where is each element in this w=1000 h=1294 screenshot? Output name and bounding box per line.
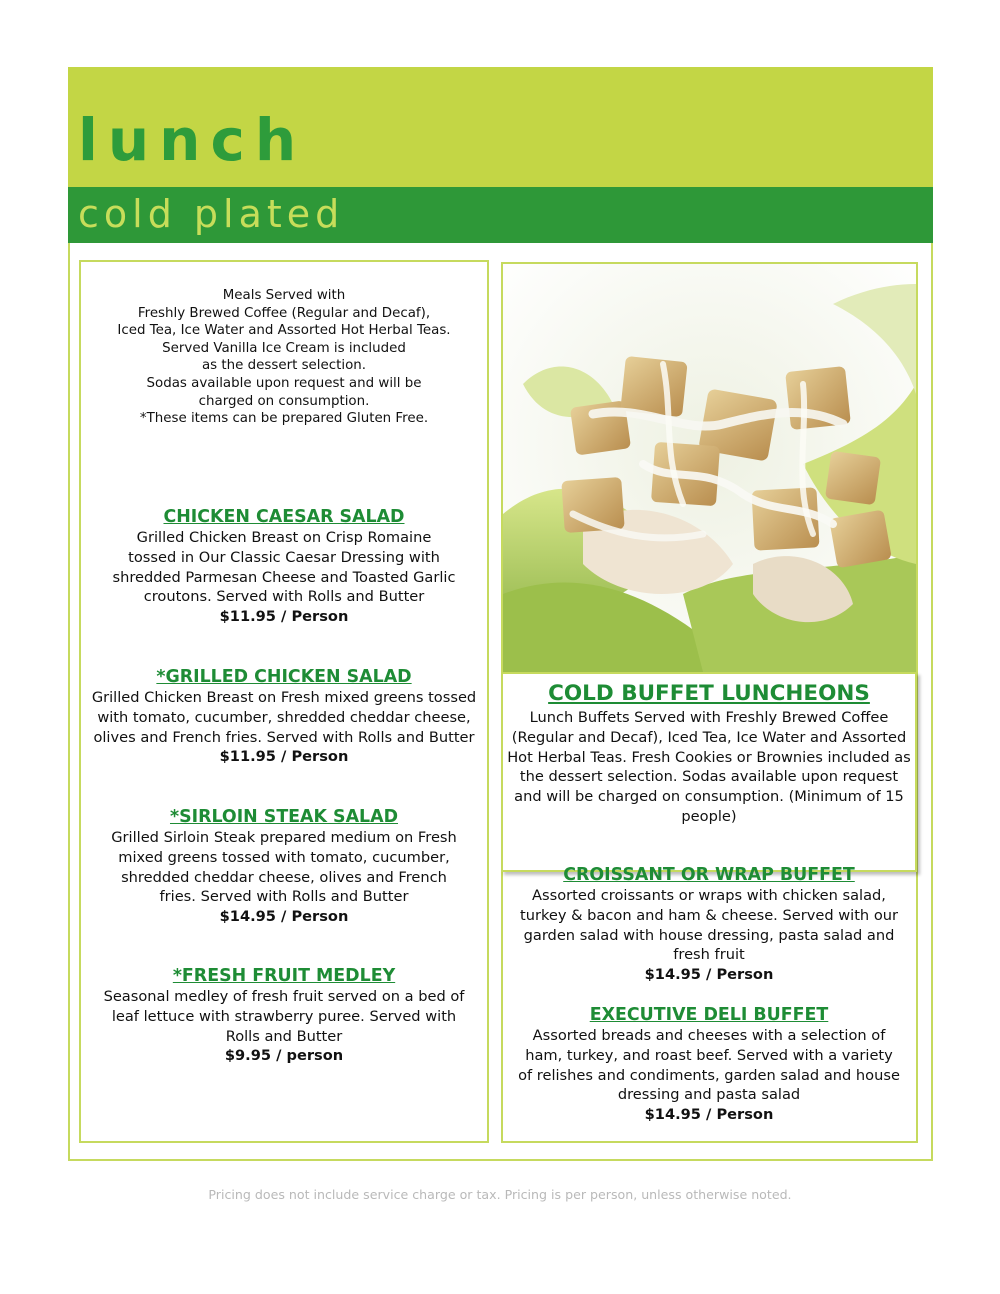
menu-item-price: $9.95 / person	[224, 1047, 344, 1065]
buffet-item-title: CROISSANT OR WRAP BUFFET	[563, 865, 855, 885]
menu-item	[89, 965, 479, 1066]
buffet-description: Lunch Buffets Served with Freshly Brewed Coffee (Regular and Decaf), Iced Tea, Ice Water and Assorted Hot Herbal Teas. Fresh Cookies or Brownies included as the dessert selection. Sodas available upon request and will be charged on consumption. (Minimum of 15 people)	[507, 709, 911, 825]
menu-item	[89, 666, 479, 767]
pricing-footnote: Pricing does not include service charge or tax. Pricing is per person, unless otherwise noted.	[208, 1187, 792, 1202]
caesar-salad-photo	[503, 264, 916, 672]
page-title: lunch	[78, 106, 307, 174]
page-subtitle: cold plated	[78, 192, 345, 236]
buffet-item	[514, 864, 904, 985]
menu-item-description: Grilled Chicken Breast on Fresh mixed greens tossed with tomato, cucumber, shredded cheddar cheese, olives and French fries. Served with Rolls and Butter	[91, 689, 477, 746]
intro-line: Iced Tea, Ice Water and Assorted Hot Herbal Teas.	[117, 323, 451, 339]
buffet-item-description: Assorted croissants or wraps with chicken salad, turkey & bacon and ham & cheese. Served with our garden salad with house dressing, pasta salad and fresh fruit	[519, 887, 898, 964]
intro-line: charged on consumption.	[198, 393, 370, 409]
intro-line: Sodas available upon request and will be	[146, 375, 422, 391]
menu-item-title: *GRILLED CHICKEN SALAD	[156, 667, 412, 687]
subheader-band	[68, 187, 933, 243]
buffet-item-price: $14.95 / Person	[644, 1106, 774, 1124]
menu-item-price: $11.95 / Person	[219, 748, 349, 766]
buffet-title: COLD BUFFET LUNCHEONS	[548, 681, 870, 706]
menu-item-title: *FRESH FRUIT MEDLEY	[172, 966, 396, 986]
header-band	[68, 67, 933, 187]
buffet-item	[514, 1004, 904, 1125]
intro-line: as the dessert selection.	[201, 358, 367, 374]
menu-item-description: Grilled Chicken Breast on Crisp Romaine tossed in Our Classic Caesar Dressing with shredded Parmesan Cheese and Toasted Garlic croutons. Served with Rolls and Butter	[112, 529, 456, 606]
menu-item-price: $11.95 / Person	[219, 608, 349, 626]
intro-line: Served Vanilla Ice Cream is included	[162, 340, 406, 356]
buffet-item-title: EXECUTIVE DELI BUFFET	[589, 1005, 829, 1025]
buffet-item-description: Assorted breads and cheeses with a selection of ham, turkey, and roast beef. Served with a variety of relishes and condiments, garden salad and house dressing and pasta salad	[518, 1027, 900, 1104]
menu-item-title: CHICKEN CAESAR SALAD	[163, 507, 405, 527]
menu-item-description: Grilled Sirloin Steak prepared medium on Fresh mixed greens tossed with tomato, cucumber, shredded cheddar cheese, olives and French fries. Served with Rolls and Butter	[111, 829, 457, 906]
intro-line: *These items can be prepared Gluten Free.	[139, 411, 429, 427]
intro-line: Meals Served with	[222, 288, 346, 303]
buffet-item-price: $14.95 / Person	[644, 966, 774, 984]
menu-item	[89, 506, 479, 627]
intro-line: Freshly Brewed Coffee (Regular and Decaf),	[137, 305, 431, 321]
menu-item-title: *SIRLOIN STEAK SALAD	[169, 807, 399, 827]
menu-item-price: $14.95 / Person	[219, 908, 349, 926]
menu-item	[89, 806, 479, 927]
menu-item-description: Seasonal medley of fresh fruit served on a bed of leaf lettuce with strawberry puree. Served with Rolls and Butter	[103, 988, 465, 1045]
intro-text	[100, 287, 468, 428]
